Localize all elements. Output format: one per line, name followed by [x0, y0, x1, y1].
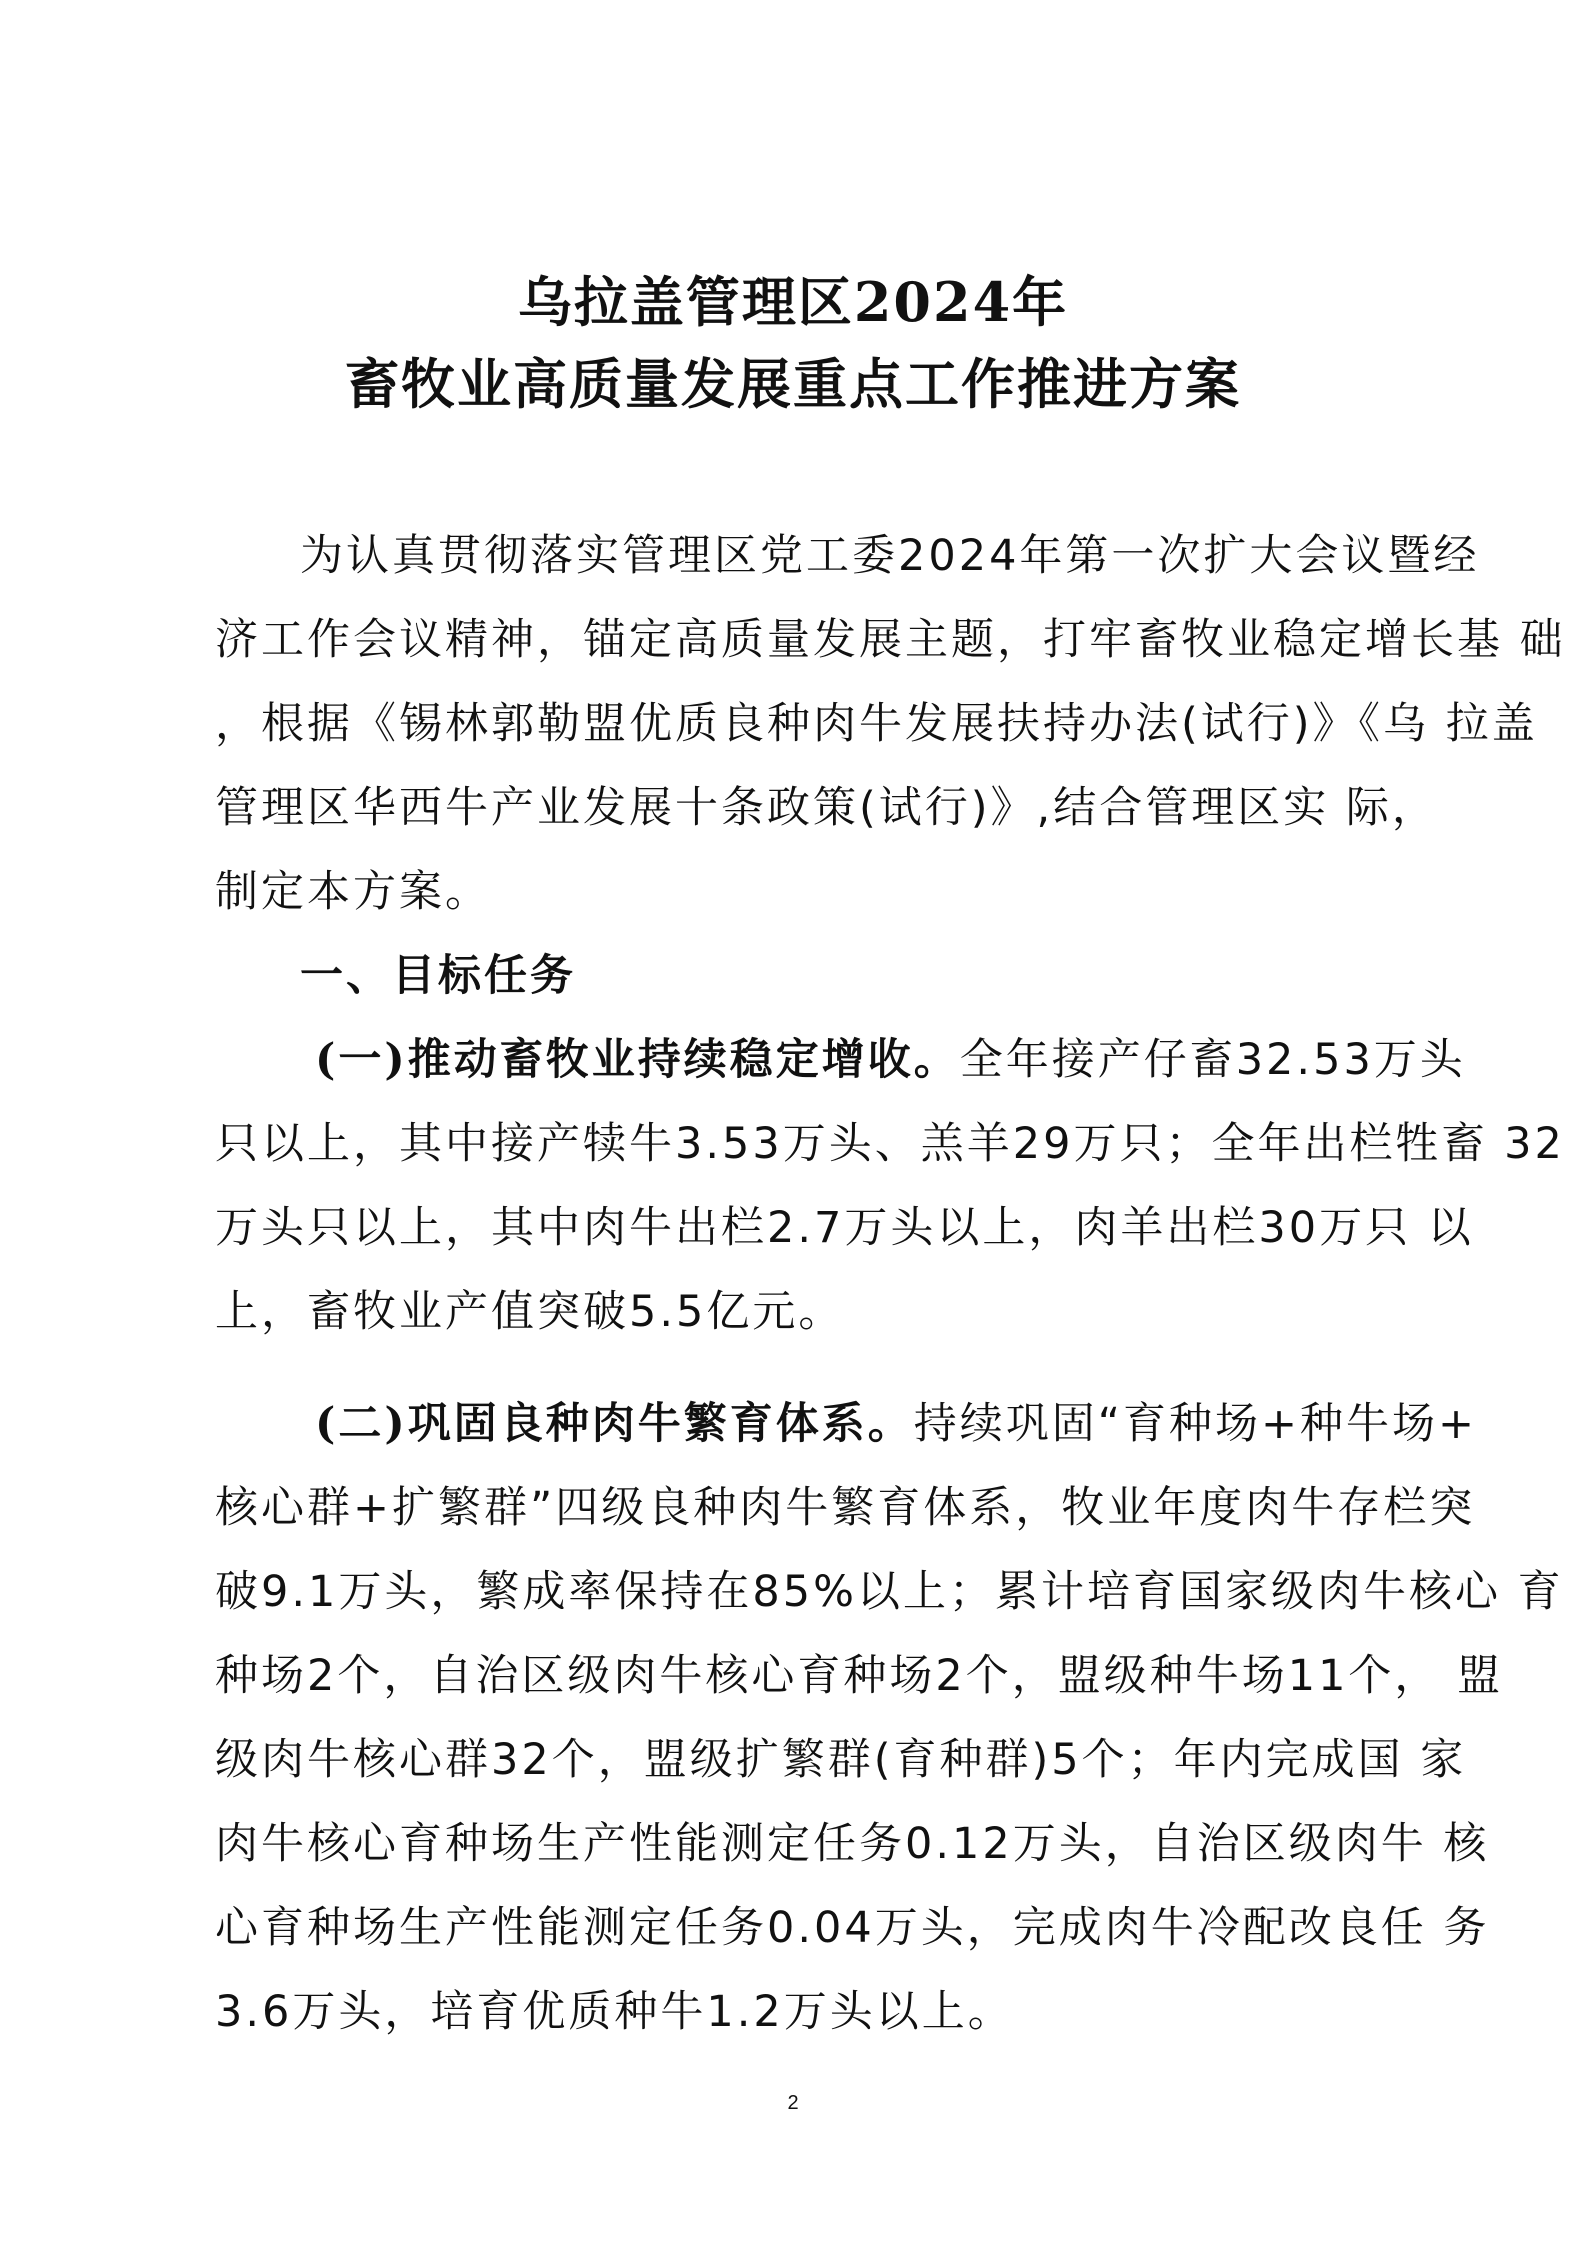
- item1-line-3: 万头只以上，其中肉牛出栏2.7万头以上，肉羊出栏30万只 以: [215, 1203, 1474, 1253]
- item2-line-4: 种场2个，自治区级肉牛核心育种场2个，盟级种牛场11个， 盟: [215, 1651, 1504, 1701]
- item2-lead: (二)巩固良种肉牛繁育体系。: [315, 1399, 914, 1449]
- item2-line-3: 破9.1万头，繁成率保持在85%以上；累计培育国家级肉牛核心 育: [215, 1567, 1564, 1617]
- page-number: 2: [787, 2092, 799, 2114]
- item2-first-rest: 持续巩固“育种场+种牛场+: [913, 1399, 1478, 1449]
- document-title-line2: 畜牧业高质量发展重点工作推进方案: [345, 352, 1241, 416]
- item2-line-6: 肉牛核心育种场生产性能测定任务0.12万头，自治区级肉牛 核: [215, 1819, 1490, 1869]
- item1-line-4: 上，畜牧业产值突破5.5亿元。: [215, 1287, 845, 1337]
- item1-line-2: 只以上，其中接产犊牛3.53万头、羔羊29万只；全年出栏牲畜 32: [215, 1119, 1565, 1169]
- item2-line-7: 心育种场生产性能测定任务0.04万头，完成肉牛冷配改良任 务: [215, 1903, 1490, 1953]
- item2-line-5: 级肉牛核心群32个，盟级扩繁群(育种群)5个；年内完成国 家: [215, 1735, 1467, 1785]
- intro-line-3: ，根据《锡林郭勒盟优质良种肉牛发展扶持办法(试行)》《乌 拉盖: [215, 699, 1538, 749]
- item2-first-line: [315, 1382, 1478, 1466]
- intro-line-1: 为认真贯彻落实管理区党工委2024年第一次扩大会议暨经: [300, 531, 1480, 581]
- intro-line-5: 制定本方案。: [215, 867, 491, 917]
- item2-line-8: 3.6万头，培育优质种牛1.2万头以上。: [215, 1987, 1014, 2037]
- document-title-line1: 乌拉盖管理区2024年: [517, 270, 1069, 334]
- intro-line-2: 济工作会议精神，锚定高质量发展主题，打牢畜牧业稳定增长基 础: [215, 615, 1566, 665]
- item1-first-rest: 全年接产仔畜32.53万头: [959, 1035, 1466, 1085]
- item2-line-2: 核心群+扩繁群”四级良种肉牛繁育体系，牧业年度肉牛存栏突: [215, 1483, 1476, 1533]
- intro-line-4: 管理区华西牛产业发展十条政策(试行)》,结合管理区实 际，: [215, 783, 1438, 833]
- item1-first-line: [315, 1018, 1466, 1102]
- item1-lead: (一)推动畜牧业持续稳定增收。: [315, 1035, 960, 1085]
- section-heading: 一、目标任务: [300, 951, 576, 1001]
